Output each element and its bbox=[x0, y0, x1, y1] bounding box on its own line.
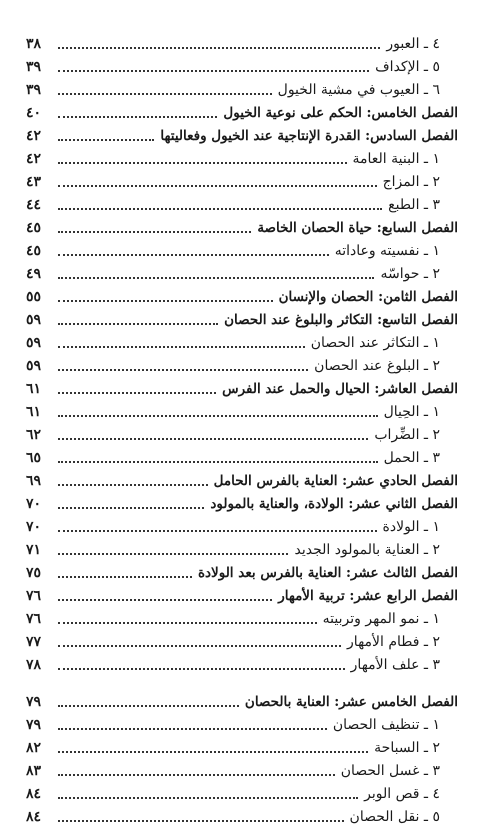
toc-section-row[interactable] bbox=[26, 757, 458, 780]
toc-page-number: ٧٧ bbox=[26, 634, 42, 650]
toc-entry-title: الفصل الخامس عشر: العناية بالحصان bbox=[244, 694, 458, 710]
dot-leader bbox=[58, 162, 347, 164]
dot-leader bbox=[58, 820, 344, 822]
toc-page-number: ٧٦ bbox=[26, 588, 42, 604]
toc-section-row[interactable] bbox=[26, 191, 458, 214]
toc-page-number: ٤٠ bbox=[26, 105, 42, 121]
toc-entry-title: الفصل السادس: القدرة الإنتاجية عند الخيول وفعاليتها bbox=[160, 128, 458, 144]
dot-leader bbox=[58, 70, 369, 72]
toc-page-number: ٣٨ bbox=[26, 36, 42, 52]
toc-entry-title: ٣ ـ الطبع bbox=[388, 197, 440, 213]
toc-chapter-row[interactable] bbox=[26, 306, 458, 329]
toc-section-row[interactable] bbox=[26, 780, 458, 803]
toc-entry-title: ١ ـ التكاثر عند الحصان bbox=[310, 335, 440, 351]
toc-entry-title: الفصل الثالث عشر: العناية بالفرس بعد الولادة bbox=[197, 565, 458, 581]
dot-leader bbox=[58, 797, 358, 799]
toc-page-number: ٦٩ bbox=[26, 473, 42, 489]
dot-leader bbox=[58, 139, 154, 141]
toc-page-number: ٥٩ bbox=[26, 358, 42, 374]
toc-section-row[interactable] bbox=[26, 605, 458, 628]
dot-leader bbox=[58, 484, 208, 486]
dot-leader bbox=[58, 47, 380, 49]
toc-page-number: ٤٣ bbox=[26, 174, 42, 190]
dot-leader bbox=[58, 231, 251, 233]
dot-leader bbox=[58, 254, 329, 256]
toc-page-number: ٥٩ bbox=[26, 312, 42, 328]
dot-leader bbox=[58, 93, 272, 95]
toc-entry-title: ٤ ـ العبور bbox=[386, 36, 440, 52]
toc-page-number: ٤٥ bbox=[26, 220, 42, 236]
toc-page-number: ٣٩ bbox=[26, 59, 42, 75]
toc-page-number: ٦٢ bbox=[26, 427, 42, 443]
toc-entry-title: ٣ ـ الحمل bbox=[383, 450, 440, 466]
toc-entry-title: ٢ ـ المزاج bbox=[382, 174, 440, 190]
toc-page-number: ٨٤ bbox=[26, 809, 42, 825]
toc-chapter-row[interactable] bbox=[26, 375, 458, 398]
toc-chapter-row[interactable] bbox=[26, 283, 458, 306]
toc-entry-title: الفصل الحادي عشر: العناية بالفرس الحامل bbox=[213, 473, 458, 489]
toc-section-row[interactable] bbox=[26, 76, 458, 99]
toc-chapter-row[interactable] bbox=[26, 490, 458, 513]
toc-section-row[interactable] bbox=[26, 53, 458, 76]
toc-entry-title: ٢ ـ السباحة bbox=[374, 740, 440, 756]
toc-section-row[interactable] bbox=[26, 536, 458, 559]
dot-leader bbox=[58, 622, 317, 624]
toc-section-row[interactable] bbox=[26, 168, 458, 191]
toc-entry-title: ٢ ـ فطام الأمهار bbox=[347, 634, 440, 650]
toc-page-number: ٧٩ bbox=[26, 717, 42, 733]
toc-section-row[interactable] bbox=[26, 145, 458, 168]
dot-leader bbox=[58, 645, 341, 647]
toc-page-number: ٤٤ bbox=[26, 197, 42, 213]
toc-page-number: ٥٥ bbox=[26, 289, 42, 305]
toc-chapter-row[interactable] bbox=[26, 467, 458, 490]
toc-chapter-row[interactable] bbox=[26, 99, 458, 122]
toc-section-row[interactable] bbox=[26, 734, 458, 757]
toc-entry-title: ١ ـ الولادة bbox=[382, 519, 440, 535]
toc-entry-title: ٣ ـ علف الأمهار bbox=[350, 657, 440, 673]
dot-leader bbox=[58, 277, 374, 279]
toc-page-number: ٦٥ bbox=[26, 450, 42, 466]
dot-leader bbox=[58, 300, 273, 302]
toc-page-number: ٧٩ bbox=[26, 694, 42, 710]
toc-entry-title: ٢ ـ العناية بالمولود الجديد bbox=[294, 542, 440, 558]
toc-section-row[interactable] bbox=[26, 803, 458, 826]
toc-page-number: ٤٩ bbox=[26, 266, 42, 282]
dot-leader bbox=[58, 530, 377, 532]
toc-page-number: ٦١ bbox=[26, 404, 42, 420]
toc-page-number: ٧٠ bbox=[26, 496, 42, 512]
toc-page-number: ٦١ bbox=[26, 381, 42, 397]
toc-section-row[interactable] bbox=[26, 628, 458, 651]
dot-leader bbox=[58, 774, 335, 776]
dot-leader bbox=[58, 323, 218, 325]
toc-entry-title: ٢ ـ حواسّه bbox=[380, 266, 440, 282]
toc-entry-title: ٣ ـ غسل الحصان bbox=[340, 763, 440, 779]
dot-leader bbox=[58, 415, 378, 417]
dot-leader bbox=[58, 576, 192, 578]
toc-entry-title: الفصل السابع: حياة الحصان الخاصة bbox=[257, 220, 458, 236]
toc-page-number: ٤٢ bbox=[26, 151, 42, 167]
toc-entry-title: ١ ـ الحِيال bbox=[383, 404, 440, 420]
dot-leader bbox=[58, 346, 305, 348]
toc-chapter-row[interactable] bbox=[26, 582, 458, 605]
toc-section-row[interactable] bbox=[26, 421, 458, 444]
dot-leader bbox=[58, 599, 272, 601]
toc-entry-title: ١ ـ نفسيته وعاداته bbox=[334, 243, 440, 259]
toc-entry-title: ٤ ـ قص الوبر bbox=[364, 786, 440, 802]
toc-entry-title: ٢ ـ البلوغ عند الحصان bbox=[314, 358, 440, 374]
toc-page-number: ٧٥ bbox=[26, 565, 42, 581]
toc-entry-title: الفصل الثامن: الحصان والإنسان bbox=[278, 289, 458, 305]
dot-leader bbox=[58, 507, 204, 509]
toc-page-number: ٧١ bbox=[26, 542, 42, 558]
toc-chapter-row[interactable] bbox=[26, 688, 458, 711]
toc-section-row[interactable] bbox=[26, 260, 458, 283]
dot-leader bbox=[58, 553, 288, 555]
toc-page-number: ٧٠ bbox=[26, 519, 42, 535]
toc-section-row[interactable] bbox=[26, 352, 458, 375]
toc-page-number: ٣٩ bbox=[26, 82, 42, 98]
toc-page-number: ٨٣ bbox=[26, 763, 42, 779]
dot-leader bbox=[58, 438, 368, 440]
toc-section-row[interactable] bbox=[26, 513, 458, 536]
table-of-contents bbox=[26, 30, 458, 826]
toc-section-row[interactable] bbox=[26, 237, 458, 260]
dot-leader bbox=[58, 392, 216, 394]
toc-page-number: ٤٢ bbox=[26, 128, 42, 144]
toc-entry-title: ١ ـ تنظيف الحصان bbox=[332, 717, 440, 733]
toc-entry-title: ٥ ـ الإكداف bbox=[375, 59, 440, 75]
dot-leader bbox=[58, 728, 327, 730]
toc-entry-title: الفصل الثاني عشر: الولادة، والعناية بالمولود bbox=[210, 496, 458, 512]
dot-leader bbox=[58, 751, 368, 753]
toc-entry-title: ٢ ـ الضِّراب bbox=[374, 427, 440, 443]
toc-section-row[interactable] bbox=[26, 711, 458, 734]
toc-chapter-row[interactable] bbox=[26, 122, 458, 145]
toc-page-number: ٤٥ bbox=[26, 243, 42, 259]
toc-chapter-row[interactable] bbox=[26, 214, 458, 237]
toc-page-number: ٧٦ bbox=[26, 611, 42, 627]
toc-page-number: ٥٩ bbox=[26, 335, 42, 351]
toc-entry-title: ١ ـ البنية العامة bbox=[352, 151, 440, 167]
dot-leader bbox=[58, 461, 378, 463]
toc-page-number: ٨٢ bbox=[26, 740, 42, 756]
toc-chapter-row[interactable] bbox=[26, 559, 458, 582]
toc-entry-title: الفصل الخامس: الحكم على نوعية الخيول bbox=[223, 105, 458, 121]
toc-section-row[interactable] bbox=[26, 398, 458, 421]
toc-section-row[interactable] bbox=[26, 329, 458, 352]
toc-entry-title: الفصل العاشر: الحيال والحمل عند الفرس bbox=[222, 381, 458, 397]
dot-leader bbox=[58, 705, 239, 707]
toc-section-row[interactable] bbox=[26, 30, 458, 53]
dot-leader bbox=[58, 208, 382, 210]
dot-leader bbox=[58, 369, 308, 371]
toc-page-number: ٧٨ bbox=[26, 657, 42, 673]
dot-leader bbox=[58, 116, 217, 118]
toc-entry-title: ٦ ـ العيوب في مشية الخيول bbox=[277, 82, 440, 98]
toc-entry-title: الفصل التاسع: التكاثر والبلوغ عند الحصان bbox=[224, 312, 458, 328]
toc-page-number: ٨٤ bbox=[26, 786, 42, 802]
toc-section-row[interactable] bbox=[26, 651, 458, 674]
toc-section-row[interactable] bbox=[26, 444, 458, 467]
toc-entry-title: الفصل الرابع عشر: تربية الأمهار bbox=[278, 588, 458, 604]
dot-leader bbox=[58, 185, 377, 187]
dot-leader bbox=[58, 668, 345, 670]
toc-entry-title: ١ ـ نمو المهر وتربيته bbox=[322, 611, 440, 627]
toc-entry-title: ٥ ـ نقل الحصان bbox=[349, 809, 440, 825]
